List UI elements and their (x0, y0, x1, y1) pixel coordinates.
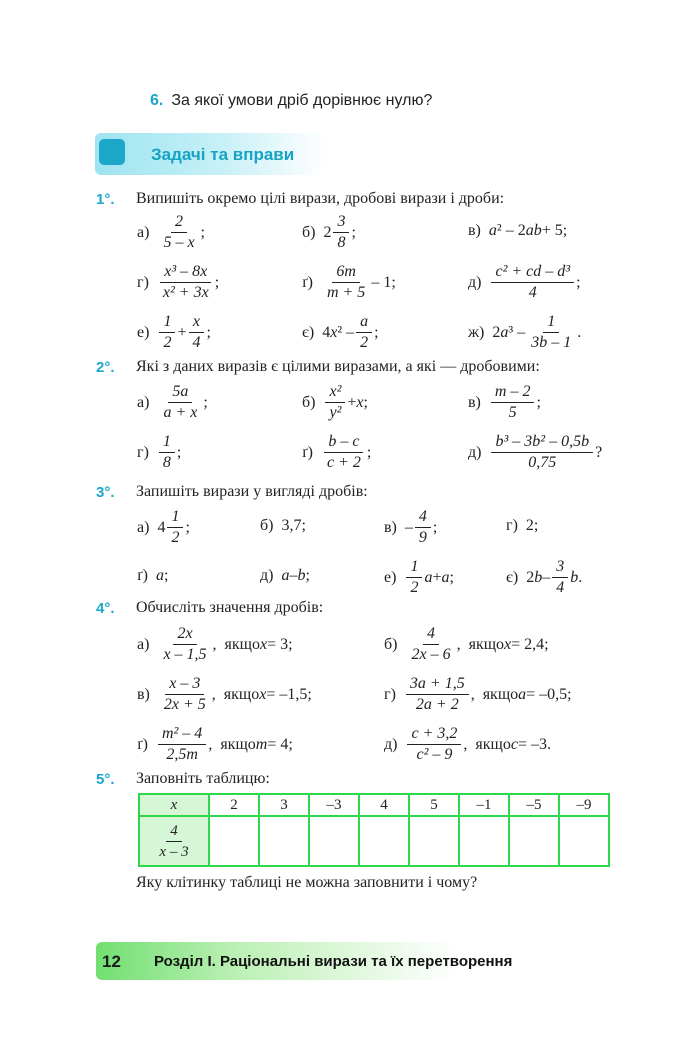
chapter-title: Розділ І. Раціональні вирази та їх перетворення (154, 953, 513, 970)
expr: ґ) 6m m + 5 – 1; (302, 263, 396, 301)
task-number: 3°. (96, 484, 115, 501)
table-cell: 4 (359, 794, 409, 816)
expr: д) b³ – 3b² – 0,5b 0,75 ? (468, 433, 603, 471)
task-text: Обчисліть значення дробів: (136, 599, 324, 616)
expr: ґ) b – c c + 2 ; (302, 433, 372, 471)
expr: в) x – 3 2x + 5 , якщо x = –1,5; (137, 675, 312, 713)
task-text: Які з даних виразів є цілими виразами, а які — дробовими: (136, 358, 540, 375)
expr: б) x² y² + x ; (302, 383, 368, 421)
table-cell: 5 (409, 794, 459, 816)
expr: г) 1 8 ; (137, 433, 182, 471)
task-number: 5°. (96, 771, 115, 788)
expr: б) 2 3 8 ; (302, 213, 356, 251)
expr: е) 1 2 + x 4 ; (137, 313, 211, 351)
task-text: Випишіть окремо цілі вирази, дробові вирази і дроби: (136, 190, 505, 207)
task-text: Запишіть вирази у вигляді дробів: (136, 483, 368, 500)
task-text: Заповніть таблицю: (136, 770, 270, 787)
pencil-icon (99, 139, 125, 165)
question-6 (150, 92, 432, 110)
table-cell: 2 (209, 794, 259, 816)
table-cell: –9 (559, 794, 609, 816)
expr: а) 2x x – 1,5 , якщо x = 3; (137, 625, 293, 663)
question-number: 6. (150, 92, 164, 109)
expr: а) 2 5 – x ; (137, 213, 205, 251)
section-title: Задачі та вправи (151, 145, 295, 164)
task-number: 4°. (96, 600, 115, 617)
footer (96, 942, 513, 980)
expr: в) – 4 9 ; (384, 508, 438, 546)
values-table (138, 793, 610, 867)
expr: д) a – b ; (260, 567, 310, 584)
expr: г) 3a + 1,5 2a + 2 , якщо a = –0,5; (384, 675, 572, 713)
expr: д) c + 3,2 c² – 9 , якщо c = –3. (384, 725, 551, 763)
expr: г) 2; (506, 517, 539, 534)
task-number: 2°. (96, 359, 115, 376)
task-question: Яку клітинку таблиці не можна заповнити і чому? (136, 874, 478, 891)
table-row-fraction: $\frac{4}{x - 3}$ (139, 816, 209, 866)
expr: є) 4 x ² – a 2 ; (302, 313, 379, 351)
expr: ґ) m² – 4 2,5m , якщо m = 4; (137, 725, 293, 763)
expr: ґ) a ; (137, 567, 169, 584)
task-number: 1°. (96, 191, 115, 208)
expr: є) 2 b – 3 4 b . (506, 558, 583, 596)
expr: б) 3,7; (260, 517, 306, 534)
table-cell: 3 (259, 794, 309, 816)
question-text: За якої умови дріб дорівнює нулю? (171, 92, 433, 109)
page-number: 12 (102, 952, 121, 971)
expr: а) 4 1 2 ; (137, 508, 190, 546)
table-cell: –3 (309, 794, 359, 816)
expr: г) x³ – 8x x² + 3x ; (137, 263, 220, 301)
expr: ж) 2 a ³ – 1 3b – 1 . (468, 313, 582, 351)
expr: а) 5a a + x ; (137, 383, 208, 421)
table-header-x: x (139, 794, 209, 816)
table-cell: –1 (459, 794, 509, 816)
table-cell: –5 (509, 794, 559, 816)
expr: е) 1 2 a + a ; (384, 558, 454, 596)
expr: в) a ² – 2 ab + 5; (468, 222, 568, 239)
expr: б) 4 2x – 6 , якщо x = 2,4; (384, 625, 549, 663)
expr: д) c² + cd – d³ 4 ; (468, 263, 581, 301)
section-header (95, 133, 325, 175)
expr: в) m – 2 5 ; (468, 383, 541, 421)
